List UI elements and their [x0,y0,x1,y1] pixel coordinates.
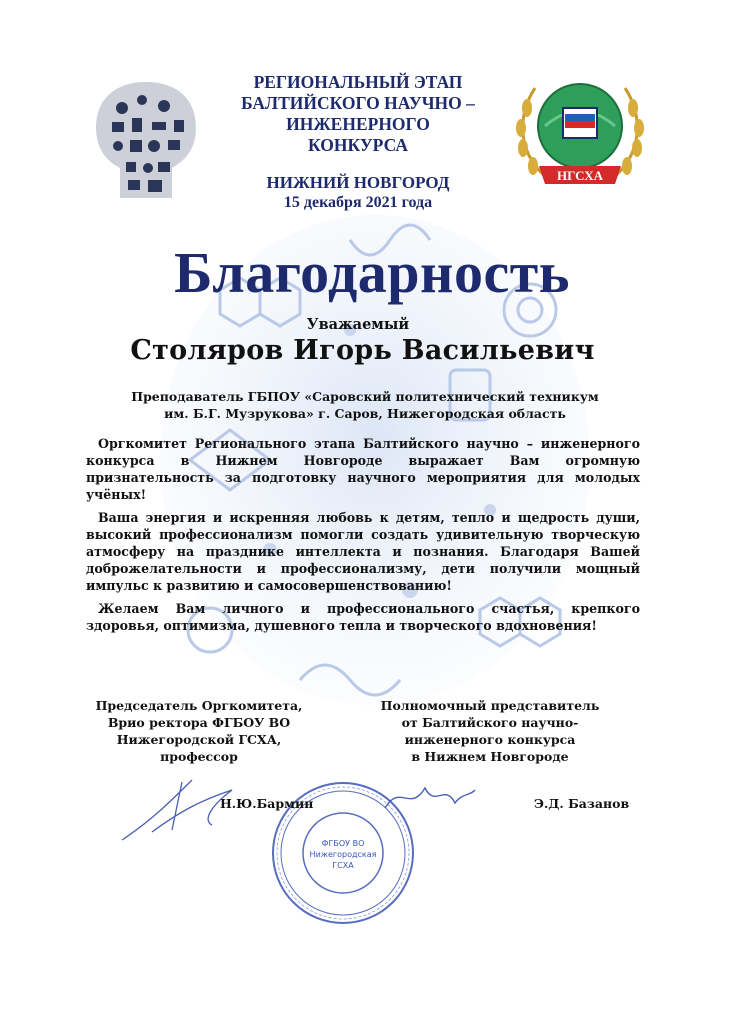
contest-title-line: КОНКУРСА [308,135,408,155]
body-paragraph: Ваша энергия и искренняя любовь к детям, тепло и щедрость души, высокий профессионализм помогли создать удивительную творческую атмосферу на празднике интеллекта и познания. Благодаря Вашей доброжелательности и профессионализму, дети получили мощный импульс к развитию и самосовершенствованию! [86,510,640,593]
contest-title-line: РЕГИОНАЛЬНЫЙ ЭТАП [253,72,463,92]
body-paragraph: Оргкомитет Регионального этапа Балтийского научно – инженерного конкурса в Нижнем Новгороде выражает Вам огромную признательность за подготовку научного мероприятия для молодых учёных! [86,436,640,502]
signatory-title-line: Врио ректора ФГБОУ ВО [107,715,291,730]
contest-title-line: БАЛТИЙСКОГО НАУЧНО – [241,93,475,113]
signatory-title-line: профессор [160,749,238,764]
signatory-title-line: Полномочный представитель [380,698,600,713]
left-signatory-title [80,697,318,765]
svg-text:ФГБОУ ВО: ФГБОУ ВО [321,839,365,848]
document-title: Благодарность [174,240,570,305]
signatory-title-line: инженерного конкурса [404,732,576,747]
contest-title-line: ИНЖЕНЕРНОГО [286,114,430,134]
event-date: 15 декабря 2021 года [283,194,433,211]
body-text [86,435,640,640]
event-city: НИЖНИЙ НОВГОРОД [266,173,450,192]
right-signer-name: Э.Д. Базанов [534,796,630,811]
signatory-title-line: от Балтийского научно- [401,715,579,730]
ngsha-emblem-logo [505,68,655,206]
left-signer-name: Н.Ю.Бармин [220,796,314,811]
recipient-position-line: им. Б.Г. Музрукова» г. Саров, Нижегородская область [164,406,566,421]
svg-text:ГСХА: ГСХА [332,861,354,870]
recipient-position-line: Преподаватель ГБПОУ «Саровский политехнический техникум [131,389,599,404]
salutation: Уважаемый [306,316,410,333]
svg-text:Нижегородская: Нижегородская [309,850,377,859]
recipient-name: Столяров Игорь Васильевич [130,335,595,366]
science-icons-mosaic-icon [92,78,200,202]
body-paragraph: Желаем Вам личного и профессионального счастья, крепкого здоровья, оптимизма, душевного тепла и творческого вдохновения! [86,601,640,633]
right-signatory-title [370,697,610,765]
header-block [210,72,506,213]
contest-title [210,72,506,156]
ngsha-logo-text: НГСХА [556,168,604,183]
signatory-title-line: Нижегородской ГСХА, [116,732,282,747]
signatory-title-line: Председатель Оргкомитета, [95,698,303,713]
signatory-title-line: в Нижнем Новгороде [411,749,569,764]
recipient-position [110,388,620,422]
